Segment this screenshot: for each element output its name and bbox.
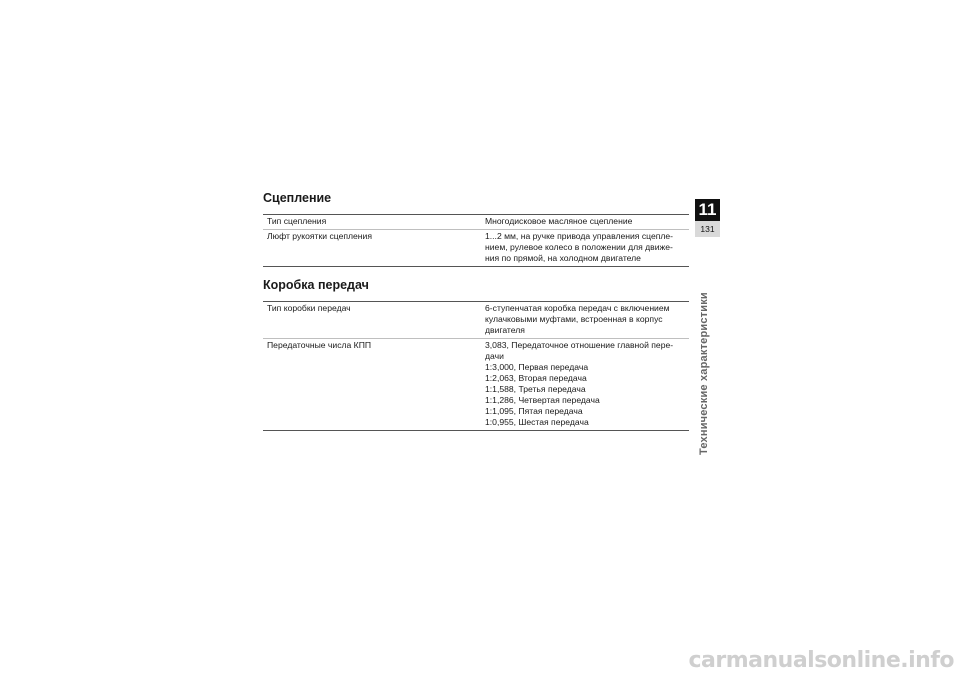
spec-value-line: дачи xyxy=(485,351,504,361)
spec-value-line: 6-ступенчатая коробка передач с включением xyxy=(485,303,670,313)
spec-value-line: 1:1,095, Пятая передача xyxy=(485,406,583,416)
spec-table xyxy=(263,301,689,431)
spec-key: Тип сцепления xyxy=(267,216,327,226)
spec-value-line: 1:1,286, Четвертая передача xyxy=(485,395,600,405)
table-row xyxy=(263,339,689,431)
page-number: 131 xyxy=(695,221,720,237)
section-title: Сцепление xyxy=(263,191,332,205)
spec-value xyxy=(481,339,689,431)
section-title: Коробка передач xyxy=(263,278,369,292)
spec-value-line: 1...2 мм, на ручке привода управления сцепле- xyxy=(485,231,674,241)
chapter-number: 11 xyxy=(695,199,720,221)
table-row xyxy=(263,215,689,230)
spec-value-line: 3,083, Передаточное отношение главной пере- xyxy=(485,340,674,350)
spec-key: Тип коробки передач xyxy=(267,303,351,313)
spec-value-line: ния по прямой, на холодном двигателе xyxy=(485,253,641,263)
table-row xyxy=(263,302,689,339)
section-clutch xyxy=(263,191,689,267)
spec-table xyxy=(263,214,689,267)
spec-value-line: кулачковыми муфтами, встроенная в корпус xyxy=(485,314,663,324)
spec-value-line: 1:0,955, Шестая передача xyxy=(485,417,589,427)
spec-value xyxy=(481,215,689,230)
chapter-side-label: Технические характеристики xyxy=(698,292,710,455)
spec-value xyxy=(481,302,689,339)
spec-value-line: 1:2,063, Вторая передача xyxy=(485,373,587,383)
spec-key: Передаточные числа КПП xyxy=(267,340,372,350)
chapter-tab xyxy=(695,199,720,237)
spec-value-line: нием, рулевое колесо в положении для движе- xyxy=(485,242,673,252)
spec-value xyxy=(481,230,689,267)
spec-value-line: 1:3,000, Первая передача xyxy=(485,362,589,372)
table-row xyxy=(263,230,689,267)
spec-key: Люфт рукоятки сцепления xyxy=(267,231,372,241)
watermark: carmanualsonline.info xyxy=(688,648,954,673)
page-content xyxy=(263,191,689,431)
spec-value-line: 1:1,588, Третья передача xyxy=(485,384,586,394)
spec-value-line: двигателя xyxy=(485,325,525,335)
spec-value-line: Многодисковое масляное сцепление xyxy=(485,216,633,226)
section-gearbox xyxy=(263,278,689,431)
